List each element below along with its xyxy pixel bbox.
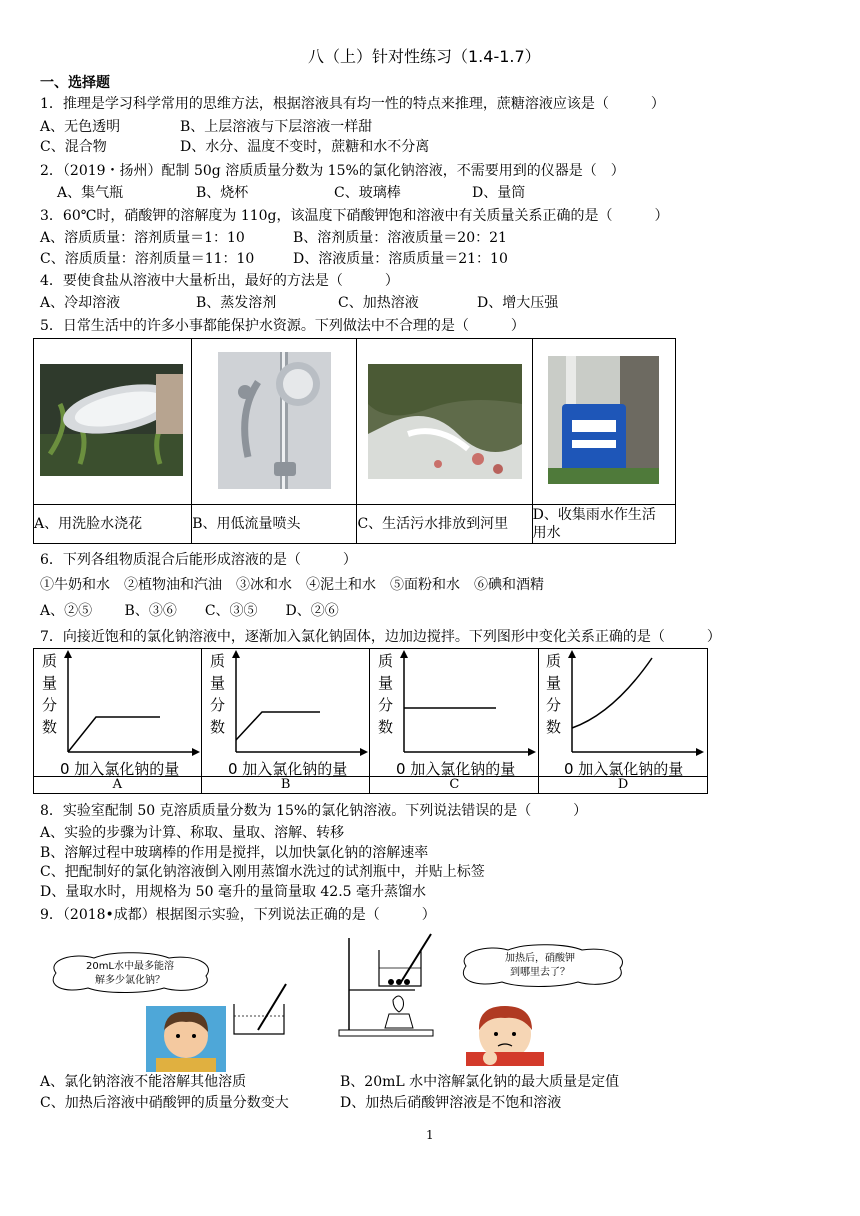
q2-option-d: D、量筒 — [472, 185, 526, 201]
q7-letter-c: C — [370, 777, 539, 794]
q2-option-c: C、玻璃棒 — [334, 185, 401, 201]
graph-c-curve — [396, 648, 536, 758]
q8-option-c: C、把配制好的氯化钠溶液倒入刚用蒸馏水洗过的试剂瓶中，并贴上标签 — [40, 864, 485, 880]
q9-option-b: B、20mL 水中溶解氯化钠的最大质量是定值 — [340, 1074, 620, 1090]
q3-option-d: D、溶液质量：溶质质量＝21：10 — [293, 251, 508, 267]
q3-stem: 3．60℃时，硝酸钾的溶解度为 110g，该温度下硝酸钾饱和溶液中有关质量关系正确的是（ ） — [40, 208, 669, 224]
q4-option-c: C、加热溶液 — [338, 295, 419, 311]
graph-a-xlabel: 0 加入氯化钠的量 — [60, 760, 180, 778]
q7-letter-b: B — [201, 777, 370, 794]
q3-option-a: A、溶质质量：溶剂质量＝1：10 — [40, 230, 245, 246]
q5-caption-c: C、生活污水排放到河里 — [357, 505, 532, 544]
bubble-left-text: 20mL水中最多能溶 解多少氯化钠？ — [85, 961, 175, 986]
q4-option-b: B、蒸发溶剂 — [196, 295, 277, 311]
section-heading: 一、选择题 — [40, 75, 110, 91]
graph-b-curve — [228, 648, 368, 758]
q1-option-d: D、水分、温度不变时，蔗糖和水不分离 — [180, 139, 430, 155]
graph-b-xlabel: 0 加入氯化钠的量 — [228, 760, 348, 778]
q4-option-d: D、增大压强 — [477, 295, 559, 311]
watering-plant-picture — [40, 364, 183, 476]
bubble-right-text: 加热后，硝酸钾 到哪里去了？ — [505, 953, 575, 978]
beaker-stirring-picture — [228, 982, 300, 1038]
thinking-boy-picture — [146, 1006, 226, 1072]
q7-letter-a: A — [34, 777, 202, 794]
q2-stem: 2．（2019・扬州）配制 50g 溶质质量分数为 15%的氯化钠溶液，不需要用到的仪器是（ ） — [40, 163, 625, 179]
q3-option-c: C、溶质质量：溶剂质量＝11：10 — [40, 251, 255, 267]
graph-a-curve — [60, 648, 200, 758]
graph-d-curve — [564, 648, 704, 758]
graph-d-xlabel: 0 加入氯化钠的量 — [564, 760, 684, 778]
q1-option-c: C、混合物 — [40, 139, 107, 155]
q9-option-d: D、加热后硝酸钾溶液是不饱和溶液 — [340, 1095, 562, 1111]
graph-c-ylabel: 质 量 分 数 — [378, 652, 394, 736]
graph-c-xlabel: 0 加入氯化钠的量 — [396, 760, 516, 778]
q2-option-b: B、烧杯 — [196, 185, 249, 201]
q5-caption-a: A、用洗脸水浇花 — [34, 505, 192, 544]
q8-option-d: D、量取水时，用规格为 50 毫升的量筒量取 42.5 毫升蒸馏水 — [40, 884, 427, 900]
q5-caption-d-line2: 用水 — [532, 525, 561, 541]
q3-option-b: B、溶剂质量：溶液质量＝20：21 — [293, 230, 507, 246]
q7-letter-d: D — [539, 777, 708, 794]
q8-stem: 8．实验室配制 50 克溶质质量分数为 15%的氯化钠溶液。下列说法错误的是（ ） — [40, 803, 588, 819]
q8-option-a: A、实验的步骤为计算、称取、量取、溶解、转移 — [40, 825, 345, 841]
rain-barrel-picture — [548, 356, 659, 484]
q6-stem: 6．下列各组物质混合后能形成溶液的是（ ） — [40, 552, 357, 568]
q1-stem: 1．推理是学习科学常用的思维方法，根据溶液具有均一性的特点来推理，蔗糖溶液应该是（ ） — [40, 96, 665, 112]
page-title: 八（上）针对性练习（1.4-1.7） — [308, 47, 541, 66]
q9-stem: 9．（2018•成都）根据图示实验，下列说法正确的是（ ） — [40, 907, 436, 923]
q5-caption-d — [532, 505, 675, 544]
q6-items: ①牛奶和水 ②植物油和汽油 ③冰和水 ④泥土和水 ⑤面粉和水 ⑥碘和酒精 — [40, 577, 544, 593]
q7-stem: 7．向接近饱和的氯化钠溶液中，逐渐加入氯化钠固体，边加边搅拌。下列图形中变化关系正确的是（ ） — [40, 629, 721, 645]
graph-b-ylabel: 质 量 分 数 — [210, 652, 226, 736]
q2-option-a: A、集气瓶 — [57, 185, 124, 201]
worried-boy-picture — [460, 1000, 550, 1066]
heating-apparatus-picture — [335, 930, 437, 1040]
shower-head-picture — [218, 352, 331, 489]
graph-d-ylabel: 质 量 分 数 — [546, 652, 562, 736]
graph-a-ylabel: 质 量 分 数 — [42, 652, 58, 736]
q4-option-a: A、冷却溶液 — [40, 295, 121, 311]
q5-caption-b: B、用低流量喷头 — [192, 505, 357, 544]
q1-option-a: A、无色透明 — [40, 119, 121, 135]
q9-option-c: C、加热后溶液中硝酸钾的质量分数变大 — [40, 1095, 289, 1111]
q6-options: A、②⑤ B、③⑥ C、③⑤ D、②⑥ — [40, 603, 339, 619]
q8-option-b: B、溶解过程中玻璃棒的作用是搅拌，以加快氯化钠的溶解速率 — [40, 845, 429, 861]
page-number: 1 — [426, 1128, 434, 1142]
q9-option-a: A、氯化钠溶液不能溶解其他溶质 — [40, 1074, 247, 1090]
q1-option-b: B、上层溶液与下层溶液一样甜 — [180, 119, 373, 135]
q5-caption-d-line1: D、收集雨水作生活 — [532, 507, 656, 523]
polluted-stream-picture — [368, 364, 522, 479]
q5-stem: 5．日常生活中的许多小事都能保护水资源。下列做法中不合理的是（ ） — [40, 318, 525, 334]
q4-stem: 4．要使食盐从溶液中大量析出，最好的方法是（ ） — [40, 273, 399, 289]
